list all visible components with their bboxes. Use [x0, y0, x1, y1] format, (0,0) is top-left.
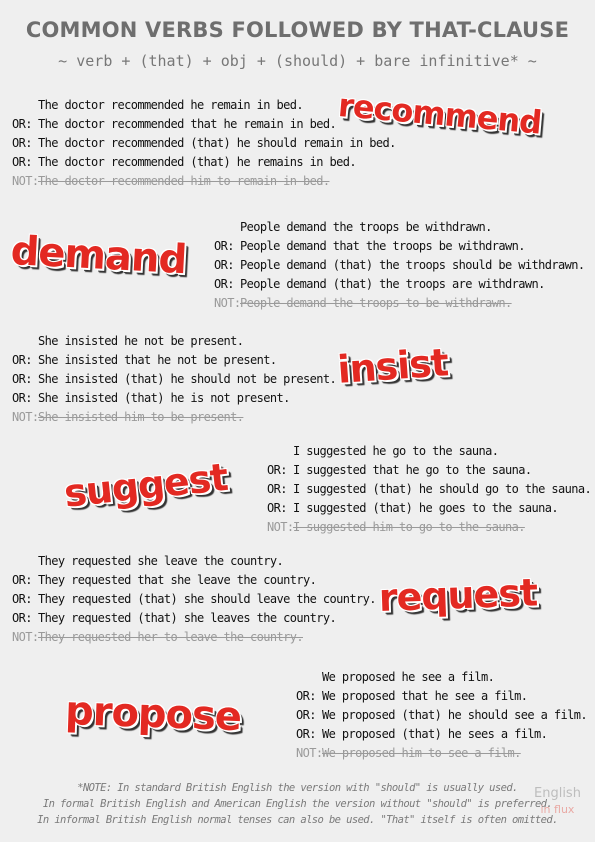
line-text: The doctor recommended (that) he remains in bed. — [38, 155, 356, 169]
line-prefix: OR: — [267, 463, 287, 477]
footnote-line: *NOTE: In standard British English the version with "should" is usually used. — [77, 782, 518, 794]
line-text: She insisted that he not be present. — [38, 353, 277, 367]
example-line — [12, 370, 336, 389]
example-line — [267, 461, 591, 480]
section-insist — [12, 332, 336, 427]
line-prefix: OR: — [296, 689, 316, 703]
line-prefix: NOT: — [296, 746, 323, 760]
section-request — [12, 552, 376, 647]
line-text: She insisted (that) he should not be present. — [38, 372, 337, 386]
logo-line: in flux — [540, 803, 575, 816]
line-text: The doctor recommended he remain in bed. — [38, 98, 303, 112]
incorrect-example-line — [267, 518, 591, 537]
line-prefix: OR: — [12, 353, 32, 367]
example-line — [12, 153, 396, 172]
example-line — [12, 134, 396, 153]
line-prefix: NOT: — [267, 520, 294, 534]
line-text: People demand that the troops be withdrawn. — [240, 239, 525, 253]
footnote — [0, 780, 595, 828]
verb-demand: demand — [9, 228, 188, 284]
example-line — [296, 687, 587, 706]
line-text: People demand the troops to be withdrawn. — [240, 296, 512, 310]
verb-recommend: recommend — [336, 86, 543, 142]
line-text: We proposed that he see a film. — [322, 689, 528, 703]
line-prefix: NOT: — [12, 630, 39, 644]
line-prefix: OR: — [214, 277, 234, 291]
example-line — [12, 590, 376, 609]
example-line — [12, 332, 336, 351]
line-prefix: OR: — [296, 708, 316, 722]
line-prefix: OR: — [12, 117, 32, 131]
line-prefix: OR: — [12, 611, 32, 625]
example-line — [296, 725, 587, 744]
section-suggest — [267, 442, 591, 537]
line-text: People demand (that) the troops are withdrawn. — [240, 277, 545, 291]
line-prefix: OR: — [214, 239, 234, 253]
incorrect-example-line — [12, 408, 336, 427]
line-text: We proposed he see a film. — [322, 670, 495, 684]
line-text: They requested (that) she should leave the country. — [38, 592, 376, 606]
example-line — [214, 237, 584, 256]
example-line — [12, 571, 376, 590]
line-prefix: OR: — [12, 155, 32, 169]
line-prefix: OR: — [267, 501, 287, 515]
line-text: I suggested him to go to the sauna. — [293, 520, 525, 534]
footnote-line: In informal British English normal tenses can also be used. "That" itself is often omitted. — [37, 814, 558, 826]
line-text: I suggested (that) he goes to the sauna. — [293, 501, 558, 515]
brand-logo — [534, 786, 581, 818]
example-line — [267, 480, 591, 499]
line-text: They requested she leave the country. — [38, 554, 284, 568]
verb-insist: insist — [336, 340, 450, 392]
example-line — [12, 351, 336, 370]
line-prefix: OR: — [267, 482, 287, 496]
line-text: I suggested he go to the sauna. — [293, 444, 499, 458]
line-text: We proposed him to see a film. — [322, 746, 521, 760]
line-text: I suggested that he go to the sauna. — [293, 463, 532, 477]
line-text: They requested (that) she leaves the country. — [38, 611, 337, 625]
logo-line: English — [534, 786, 581, 801]
example-line — [267, 499, 591, 518]
example-line — [296, 668, 587, 687]
example-line — [214, 256, 584, 275]
line-text: People demand the troops be withdrawn. — [240, 220, 492, 234]
example-line — [267, 442, 591, 461]
incorrect-example-line — [12, 628, 376, 647]
footnote-line: In formal British English and American English the version without "should" is preferred. — [42, 798, 553, 810]
line-prefix: OR: — [12, 592, 32, 606]
line-text: She insisted he not be present. — [38, 334, 244, 348]
line-text: She insisted (that) he is not present. — [38, 391, 290, 405]
page-title: COMMON VERBS FOLLOWED BY THAT-CLAUSE — [25, 18, 570, 42]
incorrect-example-line — [12, 172, 396, 191]
example-line — [214, 218, 584, 237]
line-prefix: OR: — [296, 727, 316, 741]
line-prefix: NOT: — [12, 174, 39, 188]
line-prefix: OR: — [12, 372, 32, 386]
page-subtitle: ~ verb + (that) + obj + (should) + bare infinitive* ~ — [58, 52, 537, 70]
example-line — [214, 275, 584, 294]
line-text: The doctor recommended (that) he should remain in bed. — [38, 136, 396, 150]
line-text: She insisted him to be present. — [38, 410, 244, 424]
verb-propose: propose — [64, 688, 242, 741]
line-text: We proposed (that) he sees a film. — [322, 727, 548, 741]
incorrect-example-line — [296, 744, 587, 763]
line-text: The doctor recommended that he remain in bed. — [38, 117, 337, 131]
line-prefix: NOT: — [214, 296, 241, 310]
incorrect-example-line — [214, 294, 584, 313]
line-text: They requested her to leave the country. — [38, 630, 303, 644]
section-propose — [296, 668, 587, 763]
verb-suggest: suggest — [62, 454, 230, 516]
line-text: We proposed (that) he should see a film. — [322, 708, 587, 722]
line-text: The doctor recommended him to remain in bed. — [38, 174, 330, 188]
example-line — [12, 389, 336, 408]
example-line — [12, 609, 376, 628]
line-prefix: OR: — [214, 258, 234, 272]
example-line — [12, 552, 376, 571]
line-text: People demand (that) the troops should be withdrawn. — [240, 258, 585, 272]
line-text: They requested that she leave the country. — [38, 573, 317, 587]
line-text: I suggested (that) he should go to the sauna. — [293, 482, 592, 496]
line-prefix: OR: — [12, 136, 32, 150]
example-line — [296, 706, 587, 725]
line-prefix: OR: — [12, 573, 32, 587]
verb-request: request — [378, 570, 538, 620]
section-demand — [214, 218, 584, 313]
line-prefix: OR: — [12, 391, 32, 405]
line-prefix: NOT: — [12, 410, 39, 424]
